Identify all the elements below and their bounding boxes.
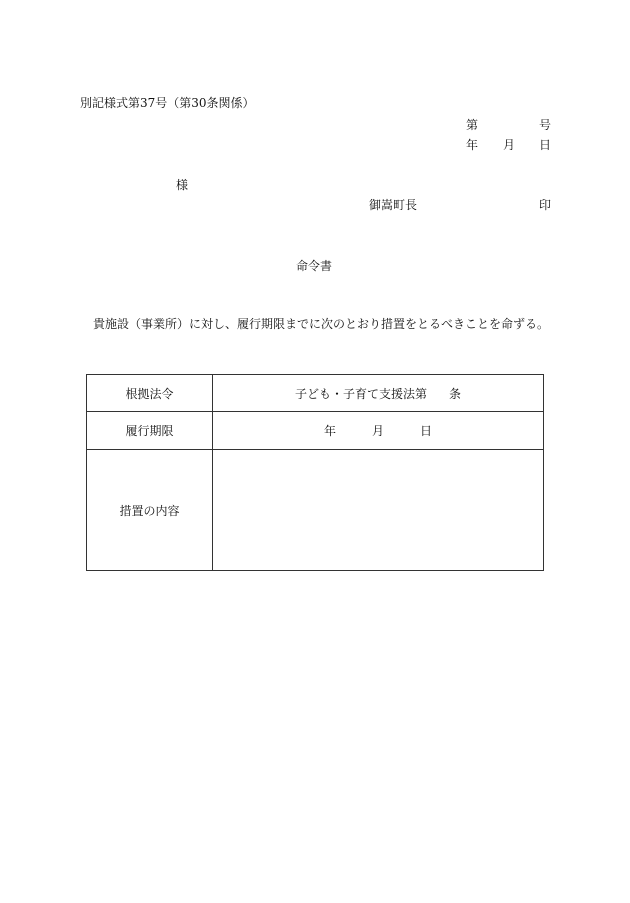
table-row-legal-basis (87, 375, 544, 412)
number-prefix: 第 (466, 118, 479, 132)
deadline-year: 年 (323, 424, 336, 438)
measures-value (213, 450, 544, 571)
legal-basis-label: 根拠法令 (87, 375, 213, 412)
deadline-label: 履行期限 (87, 412, 213, 450)
issuer-name: 御嵩町長 (369, 198, 418, 212)
deadline-month: 月 (371, 424, 384, 438)
date-year: 年 (466, 138, 479, 152)
document-title: 命令書 (296, 259, 333, 273)
legal-basis-value (213, 375, 544, 412)
table-row-measures (87, 450, 544, 571)
table-row-deadline (87, 412, 544, 450)
body-text: 貴施設（事業所）に対し、履行期限までに次のとおり措置をとるべきことを命ずる。 (93, 317, 550, 331)
legal-basis-suffix: 条 (449, 386, 462, 401)
date-day: 日 (539, 138, 552, 152)
number-suffix: 号 (539, 118, 552, 132)
issuer-seal: 印 (539, 198, 552, 212)
form-number: 別記様式第37号（第30条関係） (80, 96, 255, 110)
date-month: 月 (503, 138, 516, 152)
measures-label: 措置の内容 (87, 450, 213, 571)
deadline-value (213, 412, 544, 450)
addressee-honorific: 様 (176, 178, 189, 192)
deadline-day: 日 (420, 424, 433, 438)
legal-basis-prefix: 子ども・子育て支援法第 (294, 386, 427, 401)
order-table (86, 374, 544, 571)
